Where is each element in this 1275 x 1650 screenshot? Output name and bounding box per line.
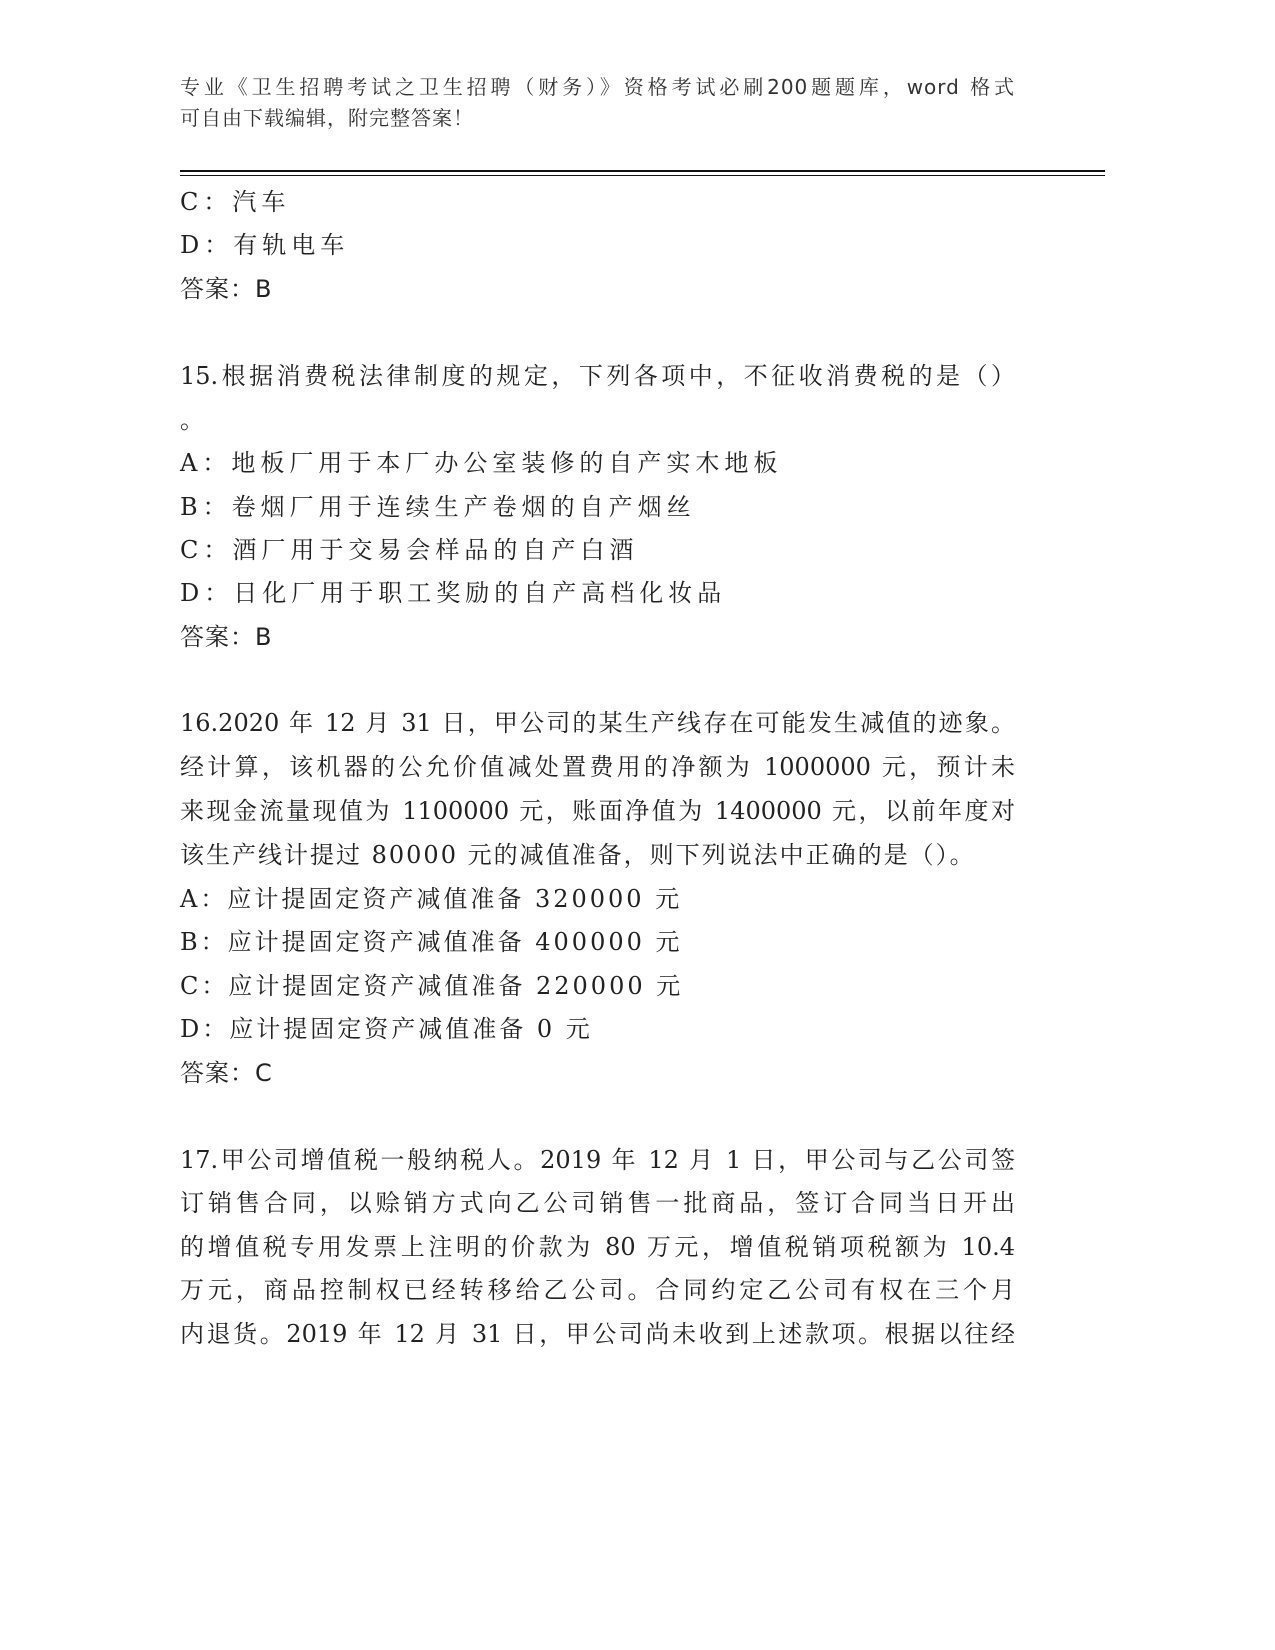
q15-stem-1: 15.根据消费税法律制度的规定，下列各项中，不征收消费税的是（） — [180, 362, 1015, 390]
q14-option-d: D：有轨电车 — [180, 231, 350, 259]
header-line-1: 专业《卫生招聘考试之卫生招聘（财务）》资格考试必刷200题题库，word 格式 — [180, 75, 1015, 99]
q15-option-a: A：地板厂用于本厂办公室装修的自产实木地板 — [180, 449, 783, 477]
q15-stem-2: 。 — [180, 406, 209, 434]
q16-stem-2: 经计算，该机器的公允价值减处置费用的净额为 1000000 元，预计未 — [180, 753, 1015, 781]
q16-option-d: D：应计提固定资产减值准备 0 元 — [180, 1015, 593, 1043]
q17-stem-5: 内退货。2019 年 12 月 31 日，甲公司尚未收到上述款项。根据以往经 — [180, 1320, 1015, 1348]
header-line-2: 可自由下载编辑，附完整答案！ — [180, 106, 474, 130]
q16-stem-1: 16.2020 年 12 月 31 日，甲公司的某生产线存在可能发生减值的迹象。 — [180, 709, 1015, 737]
q16-option-c: C：应计提固定资产减值准备 220000 元 — [180, 972, 684, 1000]
q16-option-a: A：应计提固定资产减值准备 320000 元 — [180, 885, 683, 913]
q15-answer: 答案：B — [180, 623, 273, 651]
q14-option-c: C：汽车 — [180, 188, 291, 216]
header-divider-thin — [180, 175, 1105, 176]
q17-stem-4: 万元，商品控制权已经转移给乙公司。合同约定乙公司有权在三个月 — [180, 1276, 1015, 1304]
header-divider — [180, 170, 1105, 172]
q16-stem-4: 该生产线计提过 80000 元的减值准备，则下列说法中正确的是（）。 — [180, 841, 976, 869]
q17-stem-1: 17.甲公司增值税一般纳税人。2019 年 12 月 1 日，甲公司与乙公司签 — [180, 1146, 1015, 1174]
q14-answer: 答案：B — [180, 275, 273, 303]
q17-stem-3: 的增值税专用发票上注明的价款为 80 万元，增值税销项税额为 10.4 — [180, 1233, 1015, 1261]
q15-option-b: B：卷烟厂用于连续生产卷烟的自产烟丝 — [180, 493, 696, 521]
q15-option-d: D：日化厂用于职工奖励的自产高档化妆品 — [180, 579, 727, 607]
q16-stem-3: 来现金流量现值为 1100000 元，账面净值为 1400000 元，以前年度对 — [180, 797, 1015, 825]
q15-option-c: C：酒厂用于交易会样品的自产白酒 — [180, 536, 639, 564]
q16-answer: 答案：C — [180, 1059, 273, 1087]
q17-stem-2: 订销售合同，以赊销方式向乙公司销售一批商品，签订合同当日开出 — [180, 1189, 1015, 1217]
q16-option-b: B：应计提固定资产减值准备 400000 元 — [180, 928, 683, 956]
